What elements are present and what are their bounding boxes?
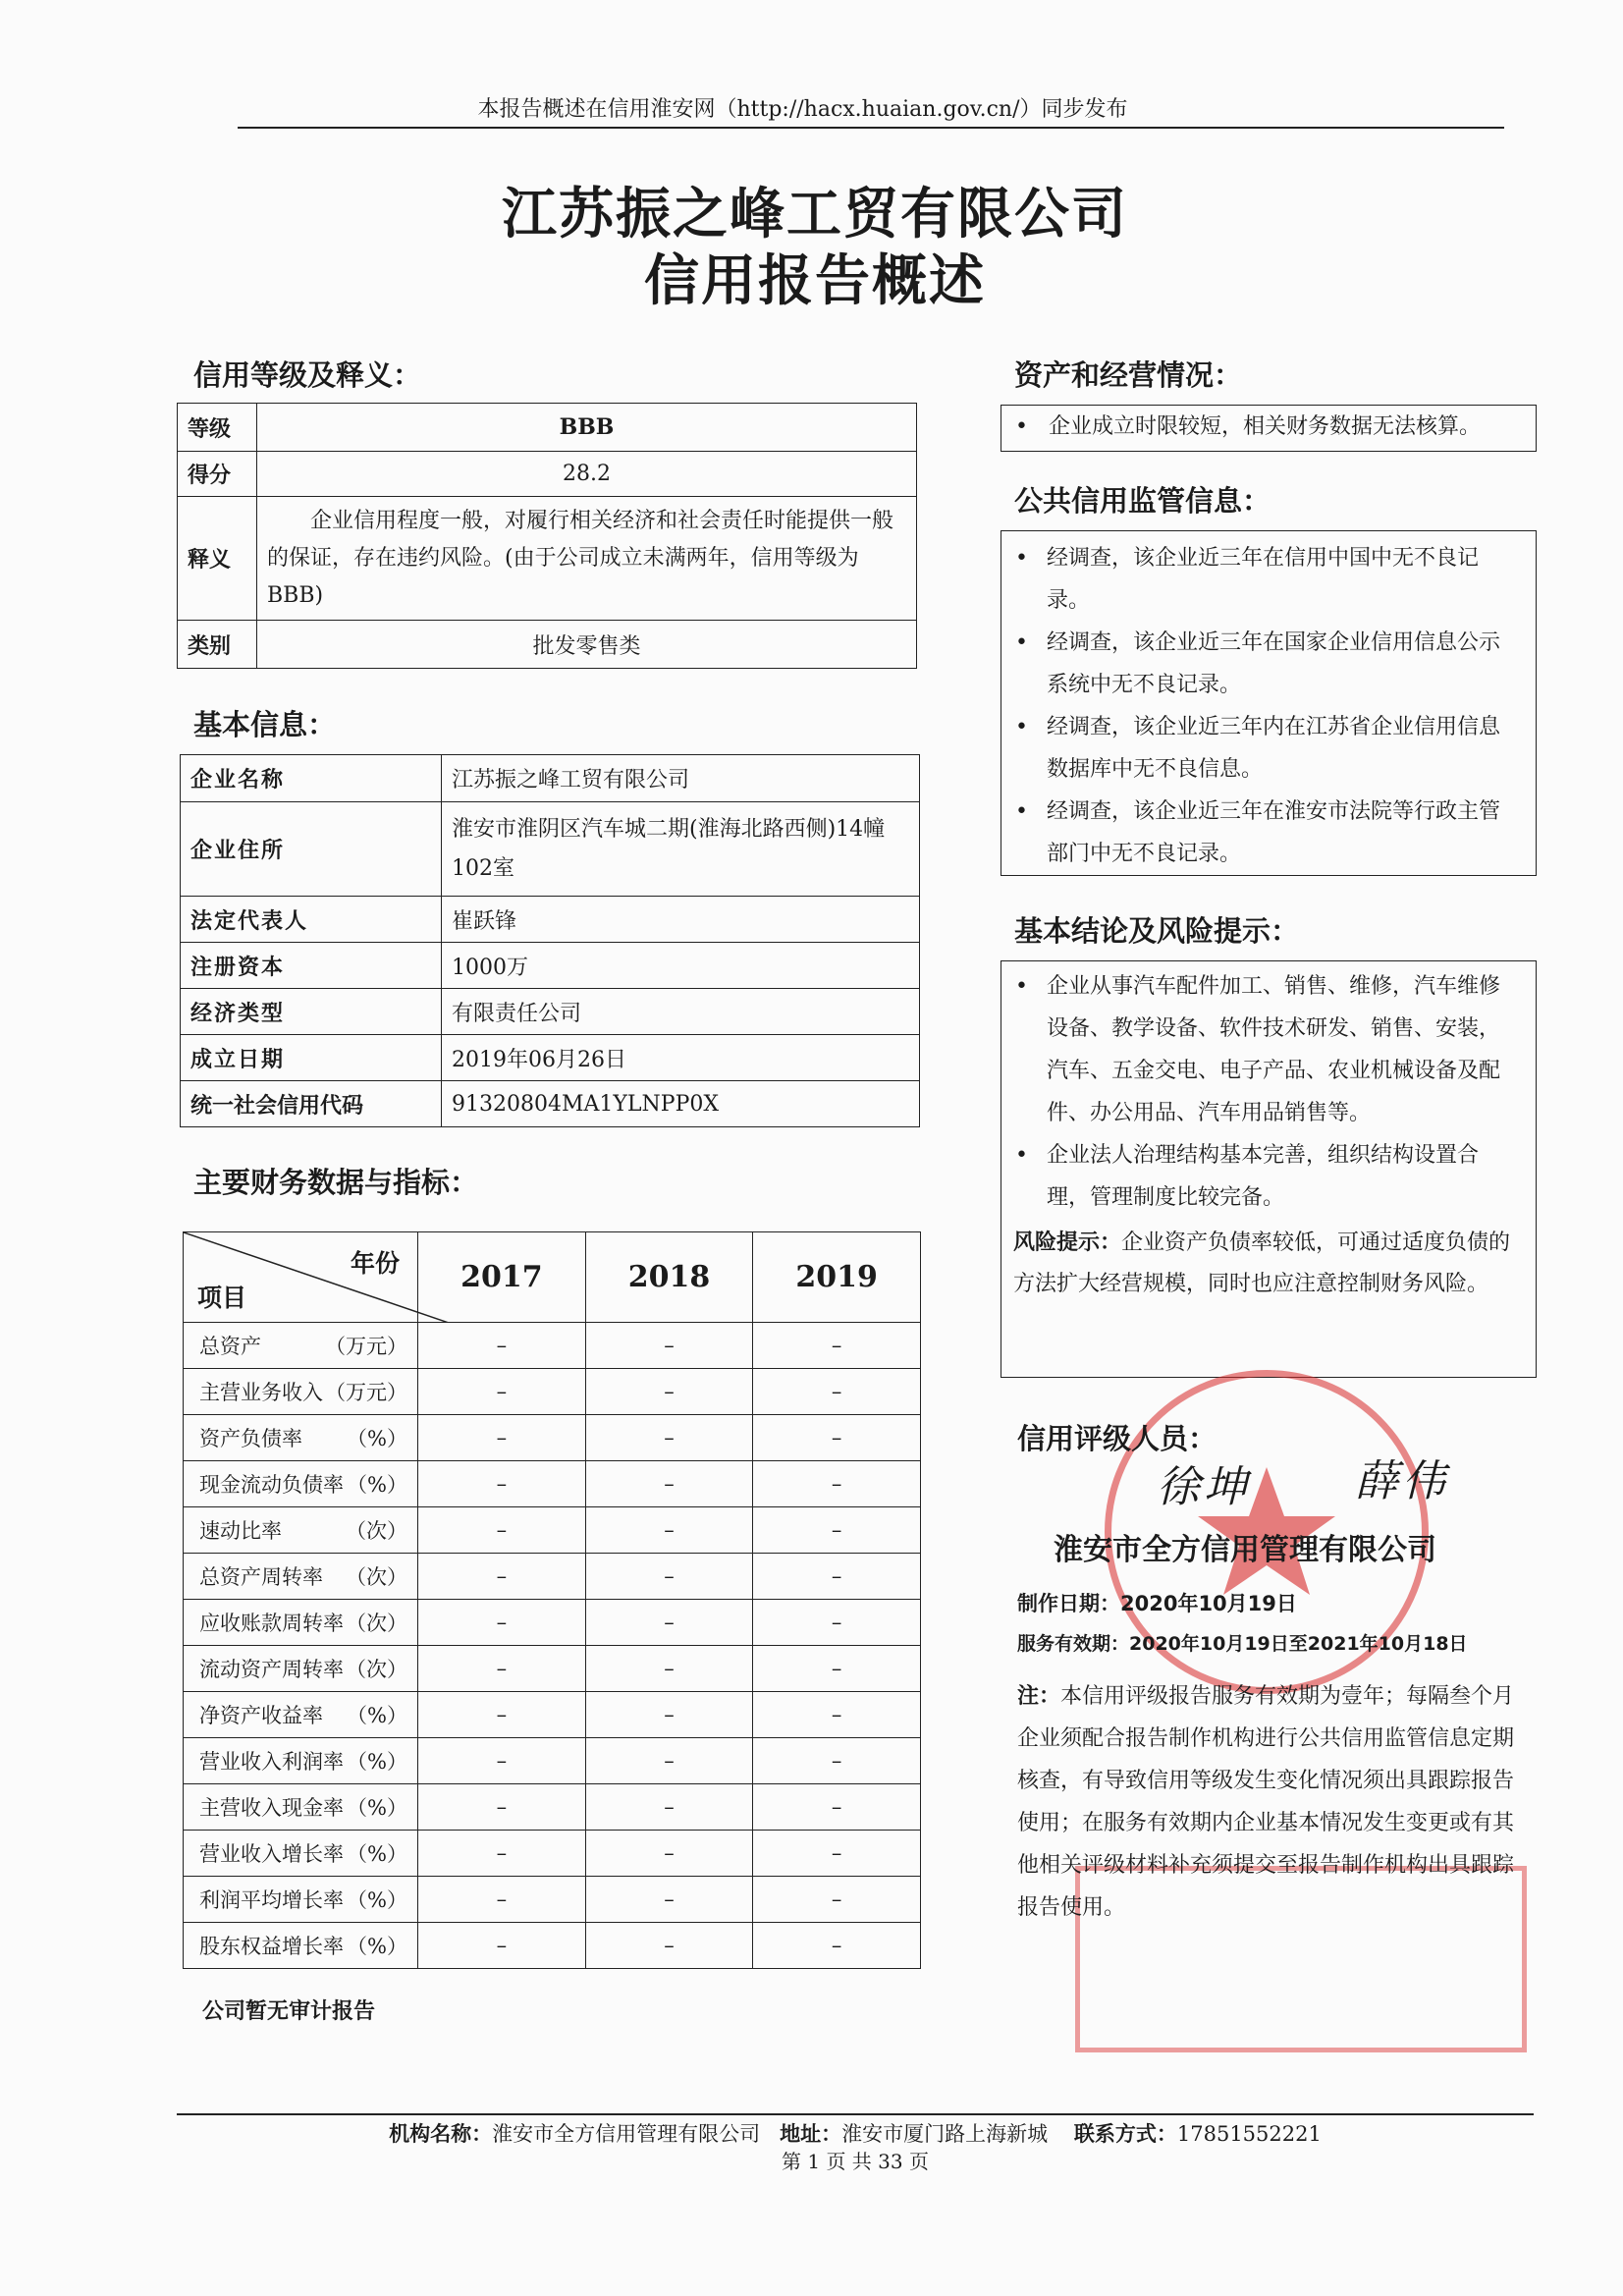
indicator-unit: （%） [347, 1935, 407, 1958]
finance-row-label [184, 1554, 418, 1600]
year-2017: 2017 [418, 1232, 586, 1323]
public-item-3: • 经调查，该企业近三年内在江苏省企业信用信息数据库中无不良信息。 [1001, 706, 1518, 791]
public-box [1001, 530, 1537, 876]
indicator-name: 利润平均增长率 [199, 1888, 344, 1912]
indicator-unit: （%） [347, 1796, 407, 1820]
indicator-unit: （%） [347, 1473, 407, 1497]
finance-value-2019: – [753, 1692, 921, 1738]
rating-org: 淮安市全方信用管理有限公司 [1054, 1533, 1436, 1567]
finance-row [184, 1877, 921, 1923]
finance-row-label [184, 1831, 418, 1877]
address-value: 淮安市淮阴区汽车城二期(淮海北路西侧)14幢102室 [442, 802, 920, 897]
finance-value-2017: – [418, 1784, 586, 1831]
indicator-unit: （万元） [325, 1335, 407, 1358]
indicator-name: 净资产收益率 [199, 1704, 323, 1727]
finance-row-label [184, 1784, 418, 1831]
signature-1: 徐坤 [1157, 1462, 1251, 1512]
corner-year: 年份 [350, 1249, 400, 1278]
finance-value-2018: – [585, 1646, 753, 1692]
indicator-unit: （次） [346, 1565, 407, 1589]
validity-note [1017, 1675, 1526, 1929]
finance-value-2017: – [418, 1831, 586, 1877]
finance-value-2017: – [418, 1646, 586, 1692]
assets-box [1001, 405, 1537, 452]
finance-value-2018: – [585, 1923, 753, 1969]
category-value: 批发零售类 [257, 621, 917, 669]
finance-value-2019: – [753, 1831, 921, 1877]
finance-value-2019: – [753, 1646, 921, 1692]
conclusion-item-2: • 企业法人治理结构基本完善，组织结构设置合理，管理制度比较完备。 [1001, 1134, 1518, 1219]
indicator-name: 营业收入增长率 [199, 1842, 344, 1866]
finance-table [183, 1231, 921, 1969]
finance-value-2017: – [418, 1923, 586, 1969]
finance-value-2018: – [585, 1738, 753, 1784]
rating-heading: 信用等级及释义： [193, 358, 422, 392]
indicator-unit: （%） [347, 1427, 407, 1450]
finance-value-2018: – [585, 1415, 753, 1461]
finance-value-2019: – [753, 1600, 921, 1646]
founded-label: 成立日期 [181, 1035, 442, 1081]
raters-heading: 信用评级人员： [1017, 1422, 1217, 1455]
credit-code-value: 91320804MA1YLNPP0X [442, 1081, 920, 1127]
corner-item: 项目 [197, 1284, 247, 1312]
finance-row [184, 1692, 921, 1738]
finance-value-2017: – [418, 1369, 586, 1415]
finance-value-2017: – [418, 1554, 586, 1600]
finance-value-2018: – [585, 1877, 753, 1923]
finance-value-2017: – [418, 1507, 586, 1554]
finance-value-2019: – [753, 1369, 921, 1415]
score-value: 28.2 [257, 452, 917, 497]
public-item-2: • 经调查，该企业近三年在国家企业信用信息公示系统中无不良记录。 [1001, 622, 1518, 706]
indicator-unit: （次） [346, 1519, 407, 1543]
finance-value-2019: – [753, 1323, 921, 1369]
signature-2: 薛伟 [1355, 1456, 1449, 1506]
footer-info: 机构名称：淮安市全方信用管理有限公司 地址：淮安市厦门路上海新城 联系方式：17851552221 [389, 2122, 1322, 2146]
finance-value-2018: – [585, 1692, 753, 1738]
conclusion-box [1001, 960, 1537, 1378]
finance-row-label [184, 1600, 418, 1646]
indicator-unit: （次） [346, 1612, 407, 1635]
indicator-name: 现金流动负债率 [199, 1473, 344, 1497]
finance-row [184, 1784, 921, 1831]
indicator-unit: （次） [346, 1658, 407, 1681]
indicator-unit: （%） [347, 1888, 407, 1912]
explain-text: 企业信用程度一般，对履行相关经济和社会责任时能提供一般的保证，存在违约风险。(由于公司成立未满两年，信用等级为BBB) [257, 497, 917, 621]
address-label: 企业住所 [181, 802, 442, 897]
finance-value-2017: – [418, 1461, 586, 1507]
indicator-unit: （%） [347, 1750, 407, 1774]
indicator-name: 主营收入现金率 [199, 1796, 344, 1820]
score-label: 得分 [178, 452, 257, 497]
finance-row-label [184, 1923, 418, 1969]
explain-label: 释义 [178, 497, 257, 621]
founded-value: 2019年06月26日 [442, 1035, 920, 1081]
page-number: 第 1 页 共 33 页 [782, 2150, 929, 2173]
finance-value-2017: – [418, 1415, 586, 1461]
finance-row [184, 1646, 921, 1692]
conclusion-heading: 基本结论及风险提示： [1014, 914, 1300, 948]
assets-item: • 企业成立时限较短，相关财务数据无法核算。 [1001, 406, 1536, 449]
finance-value-2017: – [418, 1323, 586, 1369]
capital-label: 注册资本 [181, 943, 442, 989]
finance-value-2019: – [753, 1507, 921, 1554]
basic-heading: 基本信息： [193, 708, 337, 741]
finance-row [184, 1415, 921, 1461]
finance-row-label [184, 1646, 418, 1692]
finance-value-2017: – [418, 1692, 586, 1738]
risk-text: 企业资产负债率较低，可通过适度负债的方法扩大经营规模，同时也应注意控制财务风险。 [1013, 1230, 1511, 1296]
finance-row [184, 1738, 921, 1784]
indicator-name: 总资产 [199, 1335, 261, 1358]
finance-value-2018: – [585, 1554, 753, 1600]
made-date: 制作日期：2020年10月19日 [1017, 1592, 1297, 1615]
rating-table [177, 403, 917, 669]
indicator-name: 营业收入利润率 [199, 1750, 344, 1774]
finance-value-2018: – [585, 1784, 753, 1831]
public-item-4: • 经调查，该企业近三年在淮安市法院等行政主管部门中无不良记录。 [1001, 791, 1518, 875]
public-item-1: • 经调查，该企业近三年在信用中国中无不良记录。 [1001, 537, 1518, 622]
public-heading: 公共信用监管信息： [1014, 484, 1271, 518]
finance-row [184, 1507, 921, 1554]
year-2018: 2018 [585, 1232, 753, 1323]
finance-value-2019: – [753, 1461, 921, 1507]
company-name-label: 企业名称 [181, 755, 442, 802]
finance-value-2019: – [753, 1415, 921, 1461]
finance-value-2018: – [585, 1831, 753, 1877]
finance-row-label [184, 1877, 418, 1923]
indicator-unit: （%） [347, 1704, 407, 1727]
valid-period: 服务有效期：2020年10月19日至2021年10月18日 [1017, 1633, 1468, 1655]
indicator-name: 总资产周转率 [199, 1565, 323, 1589]
finance-value-2017: – [418, 1600, 586, 1646]
indicator-name: 速动比率 [199, 1519, 282, 1543]
header-rule [238, 127, 1504, 129]
capital-value: 1000万 [442, 943, 920, 989]
finance-row-label [184, 1738, 418, 1784]
grade-label: 等级 [178, 404, 257, 452]
report-title: 信用报告概述 [644, 249, 986, 313]
finance-row [184, 1323, 921, 1369]
grade-value: BBB [257, 404, 917, 452]
indicator-name: 股东权益增长率 [199, 1935, 344, 1958]
finance-row [184, 1554, 921, 1600]
basic-table [180, 754, 920, 1127]
finance-value-2019: – [753, 1784, 921, 1831]
assets-heading: 资产和经营情况： [1014, 358, 1243, 392]
indicator-unit: （万元） [325, 1381, 407, 1404]
sync-note: 本报告概述在信用淮安网（http://hacx.huaian.gov.cn/）同步发布 [477, 97, 1128, 122]
no-audit-note: 公司暂无审计报告 [202, 1999, 376, 2024]
finance-row-label [184, 1415, 418, 1461]
finance-value-2018: – [585, 1507, 753, 1554]
finance-value-2018: – [585, 1461, 753, 1507]
credit-code-label: 统一社会信用代码 [181, 1081, 442, 1127]
finance-value-2017: – [418, 1877, 586, 1923]
legal-rep-label: 法定代表人 [181, 897, 442, 943]
note-text: 本信用评级报告服务有效期为壹年；每隔叁个月企业须配合报告制作机构进行公共信用监管信息定期核查，有导致信用等级发生变化情况须出具跟踪报告使用；在服务有效期内企业基本情况发生变更或有其他相关评级材料补充须提交至报告制作机构出具跟踪报告使用。 [1017, 1684, 1515, 1920]
finance-row-label [184, 1507, 418, 1554]
finance-value-2018: – [585, 1369, 753, 1415]
finance-row [184, 1461, 921, 1507]
indicator-name: 应收账款周转率 [199, 1612, 344, 1635]
footer-rule [177, 2113, 1534, 2115]
indicator-name: 资产负债率 [199, 1427, 302, 1450]
finance-row [184, 1600, 921, 1646]
finance-corner-cell [184, 1232, 418, 1323]
conclusion-item-1: • 企业从事汽车配件加工、销售、维修，汽车维修设备、教学设备、软件技术研发、销售、安装，汽车、五金交电、电子产品、农业机械设备及配件、办公用品、汽车用品销售等。 [1001, 965, 1518, 1134]
legal-rep-value: 崔跃锋 [442, 897, 920, 943]
finance-value-2019: – [753, 1923, 921, 1969]
company-name-value: 江苏振之峰工贸有限公司 [442, 755, 920, 802]
finance-row [184, 1831, 921, 1877]
finance-value-2019: – [753, 1877, 921, 1923]
indicator-name: 流动资产周转率 [199, 1658, 344, 1681]
finance-row [184, 1923, 921, 1969]
category-label: 类别 [178, 621, 257, 669]
finance-heading: 主要财务数据与指标： [193, 1166, 479, 1199]
economic-type-value: 有限责任公司 [442, 989, 920, 1035]
finance-row-label [184, 1692, 418, 1738]
finance-value-2017: – [418, 1738, 586, 1784]
finance-row-label [184, 1323, 418, 1369]
economic-type-label: 经济类型 [181, 989, 442, 1035]
finance-value-2018: – [585, 1600, 753, 1646]
note-label: 注： [1017, 1684, 1061, 1709]
risk-label: 风险提示： [1013, 1230, 1122, 1255]
risk-block [1001, 1223, 1518, 1305]
finance-row-label [184, 1369, 418, 1415]
year-2019: 2019 [753, 1232, 921, 1323]
finance-value-2019: – [753, 1554, 921, 1600]
finance-row [184, 1369, 921, 1415]
finance-row-label [184, 1461, 418, 1507]
company-title: 江苏振之峰工贸有限公司 [502, 183, 1128, 246]
indicator-unit: （%） [347, 1842, 407, 1866]
finance-value-2018: – [585, 1323, 753, 1369]
finance-value-2019: – [753, 1738, 921, 1784]
indicator-name: 主营业务收入 [199, 1381, 323, 1404]
